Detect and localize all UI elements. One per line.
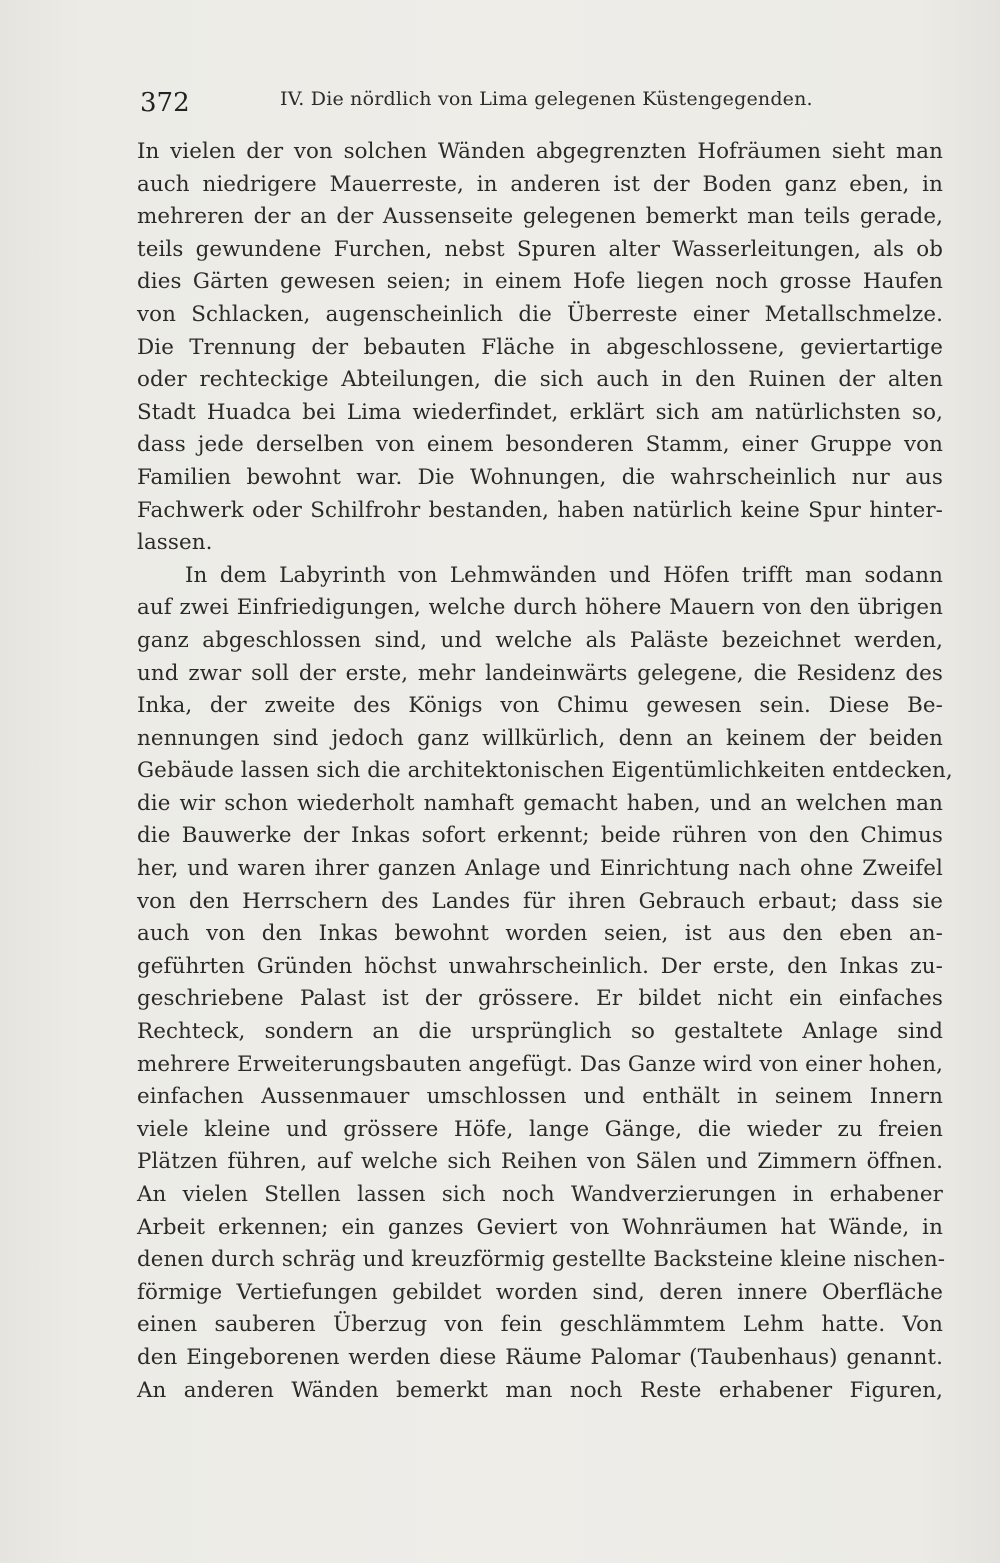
text-line: Stadt Huadca bei Lima wiederfindet, erklärt sich am natürlichsten so,	[137, 399, 943, 425]
text-line: denen durch schräg und kreuzförmig gestellte Backsteine kleine nischen-	[137, 1247, 946, 1273]
text-line: In dem Labyrinth von Lehmwänden und Höfen trifft man sodann	[185, 562, 943, 588]
text-line: Fachwerk oder Schilfrohr bestanden, haben natürlich keine Spur hinter-	[137, 497, 943, 523]
text-line: ganz abgeschlossen sind, und welche als Paläste bezeichnet werden,	[137, 627, 943, 653]
text-line: An anderen Wänden bemerkt man noch Reste erhabener Figuren,	[137, 1377, 943, 1403]
text-line: Familien bewohnt war. Die Wohnungen, die wahrscheinlich nur aus	[137, 464, 943, 490]
text-line: mehreren der an der Aussenseite gelegenen bemerkt man teils gerade,	[137, 204, 943, 230]
text-line: dass jede derselben von einem besonderen Stamm, einer Gruppe von	[137, 432, 943, 458]
text-line: oder rechteckige Abteilungen, die sich auch in den Ruinen der alten	[137, 367, 943, 393]
body-text	[137, 136, 953, 1407]
text-line: nennungen sind jedoch ganz willkürlich, denn an keinem der beiden	[137, 725, 943, 751]
text-line: die wir schon wiederholt namhaft gemacht haben, und an welchen man	[137, 790, 943, 816]
text-line: einen sauberen Überzug von fein geschlämmtem Lehm hatte. Von	[137, 1312, 943, 1338]
text-line: und zwar soll der erste, mehr landeinwärts gelegene, die Residenz des	[137, 660, 943, 686]
page-header	[140, 84, 946, 124]
text-line: einfachen Aussenmauer umschlossen und enthält in seinem Innern	[137, 1084, 943, 1110]
paragraph	[137, 136, 943, 560]
text-line: förmige Vertiefungen gebildet worden sind, deren innere Oberfläche	[137, 1279, 943, 1305]
text-line: Plätzen führen, auf welche sich Reihen von Sälen und Zimmern öffnen.	[137, 1149, 943, 1175]
text-line: auf zwei Einfriedigungen, welche durch höhere Mauern von den übrigen	[137, 595, 943, 621]
text-line: Arbeit erkennen; ein ganzes Geviert von Wohnräumen hat Wände, in	[137, 1214, 943, 1240]
text-line: Die Trennung der bebauten Fläche in abgeschlossene, geviertartige	[137, 334, 943, 360]
text-line: die Bauwerke der Inkas sofort erkennt; beide rühren von den Chimus	[137, 823, 943, 849]
text-line: Gebäude lassen sich die architektonischen Eigentümlichkeiten entdecken,	[137, 758, 953, 784]
text-line: viele kleine und grössere Höfe, lange Gänge, die wieder zu freien	[137, 1116, 943, 1142]
text-line: her, und waren ihrer ganzen Anlage und Einrichtung nach ohne Zweifel	[137, 856, 943, 882]
text-line: geführten Gründen höchst unwahrscheinlich. Der erste, den Inkas zu-	[137, 953, 943, 979]
text-line: lassen.	[137, 530, 213, 556]
text-line: von den Herrschern des Landes für ihren Gebrauch erbaut; dass sie	[137, 888, 943, 914]
paragraph	[137, 560, 953, 1407]
text-line: geschriebene Palast ist der grössere. Er bildet nicht ein einfaches	[137, 986, 943, 1012]
text-line: dies Gärten gewesen seien; in einem Hofe liegen noch grosse Haufen	[137, 269, 943, 295]
text-line: In vielen der von solchen Wänden abgegrenzten Hofräumen sieht man	[137, 139, 943, 164]
text-line: An vielen Stellen lassen sich noch Wandverzierungen in erhabener	[137, 1182, 943, 1207]
text-line: auch von den Inkas bewohnt worden seien, ist aus den eben an-	[137, 921, 943, 947]
text-line: von Schlacken, augenscheinlich die Überreste einer Metallschmelze.	[137, 301, 943, 327]
text-line: auch niedrigere Mauerreste, in anderen ist der Boden ganz eben, in	[137, 171, 943, 197]
text-line: Rechteck, sondern an die ursprünglich so gestaltete Anlage sind	[137, 1019, 943, 1045]
text-line: mehrere Erweiterungsbauten angefügt. Das Ganze wird von einer hohen,	[137, 1051, 944, 1077]
text-line: teils gewundene Furchen, nebst Spuren alter Wasserleitungen, als ob	[137, 236, 943, 262]
text-line: den Eingeborenen werden diese Räume Palomar (Taubenhaus) genannt.	[137, 1344, 943, 1370]
running-head: IV. Die nördlich von Lima gelegenen Küstengegenden.	[280, 88, 813, 110]
text-line: Inka, der zweite des Königs von Chimu gewesen sein. Diese Be-	[137, 693, 943, 719]
page-number: 372	[140, 88, 190, 118]
